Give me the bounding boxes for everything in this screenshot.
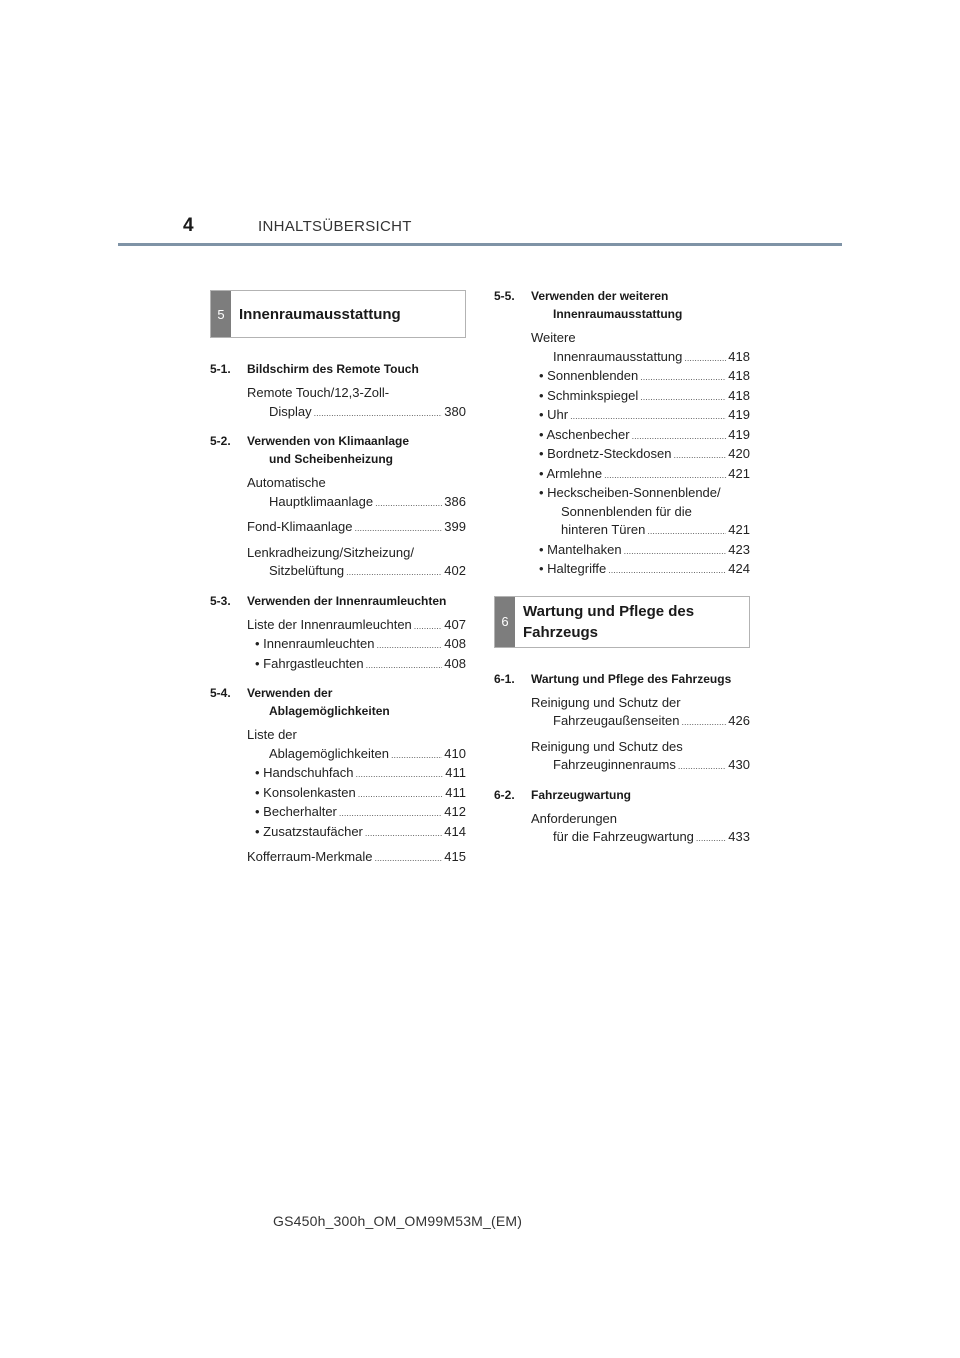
toc-entry[interactable] <box>531 465 750 485</box>
chapter-title-line: Innenraumausstattung <box>553 307 683 321</box>
entry-text-line: Weitere <box>531 330 576 345</box>
toc-entry[interactable] <box>247 635 466 655</box>
toc-entry[interactable] <box>247 474 466 512</box>
toc-chapter <box>210 592 466 675</box>
entry-label: • Handschuhfach <box>255 765 354 780</box>
dot-leader <box>678 756 726 776</box>
entry-row <box>247 562 466 582</box>
entry-row <box>531 348 750 368</box>
chapter-heading[interactable] <box>494 670 750 688</box>
page-reference: 411 <box>445 784 466 800</box>
entry-label: • Sonnenblenden <box>539 368 639 383</box>
chapter-title <box>531 670 750 688</box>
header-divider <box>118 243 842 246</box>
toc-entry[interactable] <box>247 655 466 675</box>
toc-chapter <box>210 360 466 422</box>
entry-row <box>247 784 466 804</box>
toc-entry[interactable] <box>247 784 466 804</box>
entry-label: Kofferraum-Merkmale <box>247 849 373 864</box>
chapter-title-line: Wartung und Pflege des Fahrzeugs <box>531 671 732 686</box>
page-reference: 424 <box>728 561 750 576</box>
dot-leader <box>356 764 444 784</box>
dot-leader <box>608 560 726 580</box>
dot-leader <box>376 635 442 655</box>
entry-row <box>531 406 750 426</box>
toc-entry[interactable] <box>531 541 750 561</box>
chapter-title <box>247 684 466 720</box>
toc-left-column <box>210 290 466 868</box>
entry-label: • Haltegriffe <box>539 561 607 576</box>
chapter-heading[interactable] <box>210 592 466 610</box>
toc-chapter <box>494 287 750 580</box>
section-6-header[interactable] <box>494 596 750 648</box>
entry-row <box>247 848 466 868</box>
chapter-title <box>531 287 750 323</box>
document-code: GS450h_300h_OM_OM99M53M_(EM) <box>273 1213 523 1229</box>
entry-row <box>247 493 466 513</box>
chapter-number: 6-1. <box>494 671 515 686</box>
page-reference: 423 <box>728 541 750 557</box>
chapter-entries <box>210 474 466 582</box>
entry-label: hinteren Türen <box>561 522 646 537</box>
dot-leader <box>673 445 726 465</box>
entry-row <box>531 445 750 465</box>
entry-row <box>247 823 466 843</box>
entry-row <box>531 367 750 387</box>
dot-leader <box>570 406 726 426</box>
page-reference: 426 <box>728 713 750 728</box>
chapter-title-line: Ablagemöglichkeiten <box>269 704 390 718</box>
entry-text-line: Remote Touch/12,3-Zoll- <box>247 385 390 400</box>
chapter-number: 5-1. <box>210 362 231 376</box>
toc-entry[interactable] <box>531 694 750 732</box>
entry-text-line: Lenkradheizung/Sitzheizung/ <box>247 544 414 560</box>
chapter-title <box>247 432 466 468</box>
toc-right-column <box>494 287 750 848</box>
page-reference: 418 <box>728 368 750 383</box>
chapter-title-line: Verwenden von Klimaanlage <box>247 434 410 448</box>
entry-row <box>531 541 750 561</box>
section-number-badge: 5 <box>211 291 231 337</box>
page-reference: 430 <box>728 757 750 772</box>
toc-chapter <box>210 432 466 582</box>
chapter-title-line: Verwenden der <box>247 686 333 700</box>
toc-entry[interactable] <box>531 387 750 407</box>
entry-label: • Schminkspiegel <box>539 387 639 403</box>
section-title: Innenraumausstattung <box>239 305 401 323</box>
toc-entry[interactable] <box>531 810 750 848</box>
toc-entry[interactable] <box>531 426 750 446</box>
dot-leader <box>355 518 443 538</box>
dot-leader <box>640 387 726 407</box>
page-reference: 386 <box>444 493 466 509</box>
entry-label: Fond-Klimaanlage <box>247 519 353 534</box>
dot-leader <box>604 465 726 485</box>
entry-label: • Aschenbecher <box>539 426 630 442</box>
toc-chapter <box>494 670 750 776</box>
entry-label: • Mantelhaken <box>539 541 622 557</box>
page-reference: 418 <box>728 348 750 364</box>
toc-chapter <box>494 786 750 848</box>
page-reference: 399 <box>444 519 466 534</box>
page-reference: 412 <box>444 804 466 819</box>
toc-entry[interactable] <box>531 484 750 541</box>
entry-text-line: • Heckscheiben-Sonnenblende/ <box>539 485 721 500</box>
page-reference: 415 <box>444 849 466 864</box>
entry-label: Fahrzeuginnenraums <box>553 757 676 772</box>
page-reference: 380 <box>444 403 466 419</box>
chapter-entries <box>494 694 750 776</box>
toc-entry[interactable] <box>247 726 466 764</box>
dot-leader <box>374 848 442 868</box>
page-reference: 421 <box>728 522 750 537</box>
chapter-number: 5-4. <box>210 686 231 700</box>
entry-row <box>247 655 466 675</box>
toc-entry[interactable] <box>531 406 750 426</box>
toc-entry[interactable] <box>531 367 750 387</box>
chapter-heading[interactable] <box>210 684 466 720</box>
page-reference: 402 <box>444 563 466 578</box>
chapter-title-line: Verwenden der Innenraumleuchten <box>247 593 447 608</box>
entry-label: • Uhr <box>539 407 569 422</box>
chapter-entries <box>494 329 750 580</box>
dot-leader <box>365 823 442 843</box>
section-5-chapters <box>210 360 466 868</box>
entry-text-line: Automatische <box>247 475 326 490</box>
page-reference: 433 <box>728 829 750 844</box>
chapter-5-5 <box>494 287 750 580</box>
chapter-heading[interactable] <box>210 432 466 468</box>
entry-label: Display <box>269 403 312 419</box>
entry-row <box>247 518 466 538</box>
page-header <box>0 0 960 260</box>
dot-leader <box>391 745 442 765</box>
entry-row <box>247 745 466 765</box>
entry-text-line: Reinigung und Schutz der <box>531 694 681 710</box>
toc-entry[interactable] <box>247 823 466 843</box>
entry-label: • Fahrgastleuchten <box>255 655 364 671</box>
entry-row <box>531 756 750 776</box>
entry-label: Ablagemöglichkeiten <box>269 745 389 761</box>
entry-text-line: Reinigung und Schutz des <box>531 738 683 754</box>
chapter-entries <box>494 810 750 848</box>
entry-row <box>531 465 750 485</box>
page-reference: 411 <box>445 765 466 780</box>
page-reference: 407 <box>444 616 466 632</box>
chapter-entries <box>210 726 466 868</box>
chapter-title-line: Fahrzeugwartung <box>531 787 632 802</box>
entry-row <box>531 521 750 541</box>
entry-label: • Konsolenkasten <box>255 784 356 800</box>
chapter-title <box>531 786 750 804</box>
dot-leader <box>358 784 444 804</box>
page-reference: 418 <box>728 387 750 403</box>
dot-leader <box>375 493 442 513</box>
dot-leader <box>632 426 727 446</box>
page-reference: 419 <box>728 407 750 422</box>
toc-entry[interactable] <box>247 848 466 868</box>
toc-entry[interactable] <box>247 518 466 538</box>
page-reference: 410 <box>444 745 466 761</box>
toc-entry[interactable] <box>247 544 466 582</box>
entry-label: Liste der Innenraumleuchten <box>247 616 412 632</box>
dot-leader <box>366 655 443 675</box>
entry-row <box>247 764 466 784</box>
page-reference: 408 <box>444 636 466 651</box>
entry-label: • Zusatzstaufächer <box>255 823 363 839</box>
entry-row <box>247 635 466 655</box>
chapter-number: 5-5. <box>494 289 515 303</box>
section-5-header[interactable] <box>210 290 466 338</box>
toc-entry[interactable] <box>531 445 750 465</box>
entry-row <box>531 426 750 446</box>
toc-entry[interactable] <box>531 329 750 367</box>
dot-leader <box>339 803 442 823</box>
entry-label: Innenraumausstattung <box>553 348 683 364</box>
dot-leader <box>624 541 727 561</box>
toc-entry[interactable] <box>247 616 466 636</box>
entry-label: Fahrzeugaußenseiten <box>553 713 680 728</box>
chapter-title-line: Bildschirm des Remote Touch <box>247 362 419 376</box>
toc-entry[interactable] <box>247 764 466 784</box>
section-number-badge: 6 <box>495 597 515 647</box>
page-reference: 414 <box>444 823 466 839</box>
entry-label: • Innenraumleuchten <box>255 636 375 651</box>
dot-leader <box>696 828 726 848</box>
entry-label: Sitzbelüftung <box>269 563 345 578</box>
entry-row <box>247 616 466 636</box>
entry-label: Hauptklimaanlage <box>269 493 374 509</box>
section-title-line: Wartung und Pflege des <box>523 602 695 620</box>
dot-leader <box>640 367 726 387</box>
chapter-number: 5-3. <box>210 593 231 608</box>
chapter-number: 5-2. <box>210 434 231 448</box>
entry-row <box>531 560 750 580</box>
entry-text-line: Sonnenblenden für die <box>561 503 692 519</box>
chapter-title-line: Verwenden der weiteren <box>531 289 669 303</box>
entry-label: • Becherhalter <box>255 804 337 819</box>
entry-label: • Armlehne <box>539 465 603 481</box>
section-title <box>515 597 702 647</box>
chapter-heading[interactable] <box>494 287 750 323</box>
entry-text-line: Anforderungen <box>531 810 618 826</box>
entry-row <box>531 387 750 407</box>
entry-label: • Bordnetz-Steckdosen <box>539 446 672 461</box>
chapter-title <box>247 360 466 378</box>
chapter-heading[interactable] <box>210 360 466 378</box>
page-reference: 408 <box>444 655 466 671</box>
entry-label: für die Fahrzeugwartung <box>553 829 694 844</box>
section-title-line: Fahrzeugs <box>523 623 599 641</box>
entry-row <box>247 403 466 423</box>
page-reference: 420 <box>728 446 750 461</box>
dot-leader <box>684 348 726 368</box>
chapter-number: 6-2. <box>494 787 515 802</box>
dot-leader <box>314 403 443 423</box>
chapter-entries <box>210 384 466 422</box>
chapter-entries <box>210 616 466 675</box>
dot-leader <box>414 616 443 636</box>
entry-text-line: Liste der <box>247 727 297 742</box>
entry-row <box>531 712 750 732</box>
toc-entry[interactable] <box>247 384 466 422</box>
header-title: INHALTSÜBERSICHT <box>258 218 412 235</box>
dot-leader <box>647 521 726 541</box>
chapter-heading[interactable] <box>494 786 750 804</box>
page-reference: 419 <box>728 426 750 442</box>
page-reference: 421 <box>728 465 750 481</box>
toc-entry[interactable] <box>531 738 750 776</box>
toc-chapter <box>210 684 466 868</box>
chapter-title <box>247 592 466 610</box>
dot-leader <box>681 712 726 732</box>
toc-entry[interactable] <box>531 560 750 580</box>
chapter-title-line: und Scheibenheizung <box>269 452 394 466</box>
entry-row <box>247 803 466 823</box>
page-number: 4 <box>183 215 194 236</box>
dot-leader <box>346 562 442 582</box>
section-6-chapters <box>494 670 750 848</box>
toc-entry[interactable] <box>247 803 466 823</box>
entry-row <box>531 828 750 848</box>
